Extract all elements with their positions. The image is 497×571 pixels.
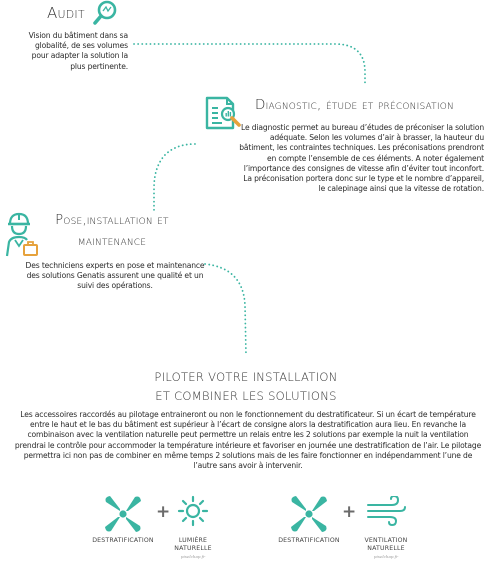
combo1-right-label-line1: LUMIÈRE: [178, 537, 208, 544]
pose-text: Des techniciens experts en pose et maintenance des solutions Genatis assurent une qualité et un suivi des opérations.: [25, 261, 205, 291]
diagnostic-title: Diagnostic, étude et préconisation: [255, 97, 454, 113]
connector-pose-piloter: [205, 264, 246, 355]
audit-text: Vision du bâtiment dans sa globalité, de ses volumes pour adapter la solution la plus pertinente.: [28, 31, 128, 71]
connector-audit-diagnostic: [134, 44, 365, 84]
combo2-right-label-line1: VENTILATION: [364, 537, 408, 544]
combo2-plus: +: [342, 502, 357, 522]
combo2-right-label-line2: NATURELLE: [367, 545, 405, 552]
combo2-left-label: DESTRATIFICATION: [278, 537, 340, 544]
combo1-left-label: DESTRATIFICATION: [92, 537, 154, 544]
wind-icon: [366, 496, 406, 526]
piloter-text: Les accessoires raccordés au pilotage entraineront ou non le fonctionnement du destratificateur. Si un écart de température entre le haut et le bas du bâtiment est supérieur à l’écart de consigne alors la destratification aura lieu. En revanche la combinaison avec la ventilation naturelle peut permettre un relais entre les 2 solutions par exemple la nuit la ventilation prendrai le contrôle pour accommoder la température intérieure et favoriser en journée une destratification de l’air. Le pilotage permettra ici non pas de combiner en même temps 2 solutions mais de les faire fonctionner en indépendamment l’une de l’autre sans avoir à intervenir.: [14, 410, 482, 471]
fan-icon: [103, 494, 143, 534]
audit-title: Audit: [47, 4, 85, 22]
magnifier-icon: [93, 0, 119, 26]
fan-icon: [289, 494, 329, 534]
piloter-title-line1: PILOTER VOTRE INSTALLATION: [154, 370, 338, 384]
combo1-right-label-line2: NATURELLE: [174, 545, 212, 552]
pose-title-line1: Pose,installation et: [55, 213, 169, 228]
piloter-title-line2: ET COMBINER LES SOLUTIONS: [155, 389, 337, 403]
combo1-plus: +: [156, 502, 171, 522]
combo2-signature: pixelchap.fr: [373, 554, 399, 559]
connector-diagnostic-pose: [154, 144, 195, 213]
sun-icon: [176, 494, 210, 528]
diagnostic-text: Le diagnostic permet au bureau d’études de préconiser la solution adéquate. Selon les volumes d’air à brasser, la hauteur du bâtiment, les contraintes techniques. Les préconisations prendront en compte l’ensemble de ces éléments. A noter également l’importance des consignes de vitesse afin d’éviter tout inconfort. La préconisation portera donc sur le type et le nombre d’appareil, le calepinage ainsi que la vitesse de rotation.: [239, 123, 484, 194]
pose-title-line2: maintenance: [77, 234, 147, 249]
combo1-signature: pixelchap.fr: [180, 554, 206, 559]
